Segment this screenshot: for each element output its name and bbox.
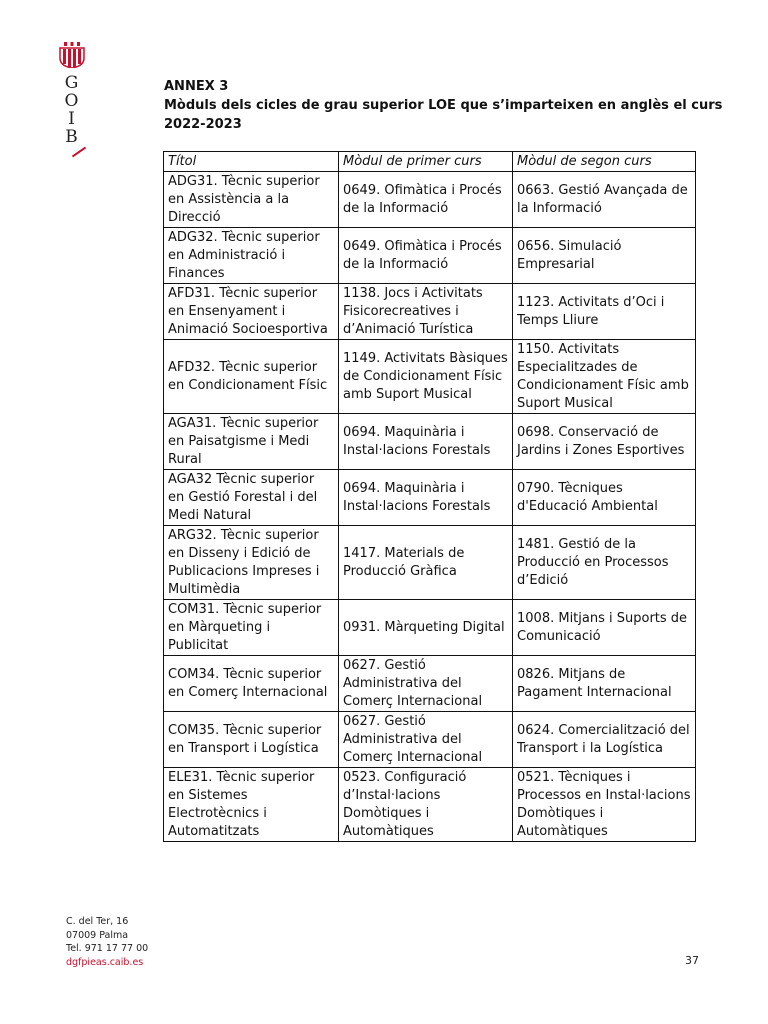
cycle-cell: ELE31. Tècnic superior en Sistemes Electrotècnics i Automatitzats [164,768,339,842]
cycle-cell: COM31. Tècnic superior en Màrqueting i Publicitat [164,600,339,656]
first-year-module-cell: 1138. Jocs i Activitats Fisicorecreatives i d’Animació Turística [339,284,513,340]
goib-wordmark: G O I B [64,73,80,147]
second-year-module-cell: 0521. Tècniques i Processos en Instal·lacions Domòtiques i Automàtiques [513,768,696,842]
heading-year: 2022-2023 [164,117,242,132]
cycle-cell: AFD31. Tècnic superior en Ensenyament i Animació Socioesportiva [164,284,339,340]
first-year-module-cell: 0649. Ofimàtica i Procés de la Informació [339,172,513,228]
second-year-module-cell: 1123. Activitats d’Oci i Temps Lliure [513,284,696,340]
table-row [164,768,696,842]
header-second-year: Mòdul de segon curs [513,152,696,172]
document-heading [164,77,724,134]
goib-logo [58,42,94,160]
first-year-module-cell: 0931. Màrqueting Digital [339,600,513,656]
cycle-cell: ADG32. Tècnic superior en Administració i Finances [164,228,339,284]
first-year-module-cell: 0627. Gestió Administrativa del Comerç Internacional [339,656,513,712]
first-year-module-cell: 0627. Gestió Administrativa del Comerç Internacional [339,712,513,768]
first-year-module-cell: 0523. Configuració d’Instal·lacions Domòtiques i Automàtiques [339,768,513,842]
table-row [164,712,696,768]
cycle-cell: ARG32. Tècnic superior en Disseny i Edició de Publicacions Impreses i Multimèdia [164,526,339,600]
second-year-module-cell: 0826. Mitjans de Pagament Internacional [513,656,696,712]
first-year-module-cell: 1149. Activitats Bàsiques de Condicionament Físic amb Suport Musical [339,340,513,414]
footer-address: C. del Ter, 16 [66,916,129,927]
heading-title: Mòduls dels cicles de grau superior LOE que s’imparteixen en anglès el curs [164,98,723,113]
second-year-module-cell: 0656. Simulació Empresarial [513,228,696,284]
second-year-module-cell: 0663. Gestió Avançada de la Informació [513,172,696,228]
first-year-module-cell: 0694. Maquinària i Instal·lacions Forestals [339,470,513,526]
cycle-cell: COM34. Tècnic superior en Comerç Internacional [164,656,339,712]
table-row [164,526,696,600]
table-row [164,414,696,470]
table-row [164,284,696,340]
footer-contact [66,915,148,969]
cycle-cell: ADG31. Tècnic superior en Assistència a la Direcció [164,172,339,228]
cycle-cell: AGA32 Tècnic superior en Gestió Forestal i del Medi Natural [164,470,339,526]
table-row [164,340,696,414]
second-year-module-cell: 1481. Gestió de la Producció en Processos d’Edició [513,526,696,600]
cycle-cell: COM35. Tècnic superior en Transport i Logística [164,712,339,768]
table-row [164,470,696,526]
table-row [164,172,696,228]
coat-of-arms-icon [58,42,86,68]
table-row [164,600,696,656]
second-year-module-cell: 0698. Conservació de Jardins i Zones Esportives [513,414,696,470]
first-year-module-cell: 0649. Ofimàtica i Procés de la Informació [339,228,513,284]
cycle-cell: AFD32. Tècnic superior en Condicionament Físic [164,340,339,414]
second-year-module-cell: 1008. Mitjans i Suports de Comunicació [513,600,696,656]
footer-website-link[interactable]: dgfpieas.caib.es [66,956,144,968]
annex-label: ANNEX 3 [164,79,229,94]
logo-slash [72,147,86,158]
table-header-row [164,152,696,172]
second-year-module-cell: 0624. Comercialització del Transport i la Logística [513,712,696,768]
footer-city: 07009 Palma [66,929,129,941]
second-year-module-cell: 0790. Tècniques d'Educació Ambiental [513,470,696,526]
header-title: Títol [164,152,339,172]
page-number: 37 [685,954,699,967]
first-year-module-cell: 0694. Maquinària i Instal·lacions Forestals [339,414,513,470]
table-row [164,656,696,712]
second-year-module-cell: 1150. Activitats Especialitzades de Condicionament Físic amb Suport Musical [513,340,696,414]
first-year-module-cell: 1417. Materials de Producció Gràfica [339,526,513,600]
table-row [164,228,696,284]
header-first-year: Mòdul de primer curs [339,152,513,172]
cycle-cell: AGA31. Tècnic superior en Paisatgisme i Medi Rural [164,414,339,470]
modules-table [163,151,696,842]
footer-phone: Tel. 971 17 77 00 [66,943,149,954]
